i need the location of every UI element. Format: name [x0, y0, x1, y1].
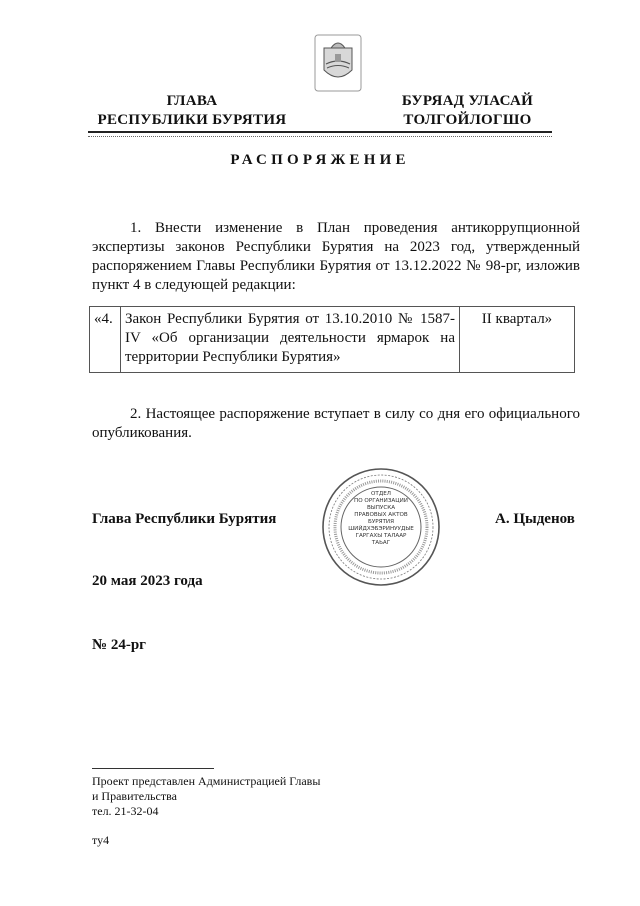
footer-line1: Проект представлен Администрацией Главы [92, 774, 321, 788]
footer-code: ту4 [92, 833, 110, 847]
coat-of-arms-icon [314, 34, 362, 92]
table-cell-quarter: II квартал» [460, 307, 575, 373]
header-divider [88, 131, 552, 133]
stamp-line: ГАРГАХЫ ТАЛААР [355, 533, 407, 539]
paragraph-2: 2. Настоящее распоряжение вступает в силу со дня его официального опубликования. [92, 406, 580, 441]
signatory-position: Глава Республики Бурятия [92, 511, 277, 527]
document-date: 20 мая 2023 года [92, 573, 203, 589]
table-row [90, 307, 575, 373]
official-stamp-icon [320, 466, 442, 588]
header-left-line1: ГЛАВА [166, 93, 218, 109]
stamp-line: ПО ОРГАНИЗАЦИИ [354, 498, 408, 504]
stamp-line: ПРАВОВЫХ АКТОВ [354, 512, 408, 518]
footer-line3: тел. 21-32-04 [92, 804, 159, 818]
amendment-table [89, 306, 575, 373]
header-divider-dotted [88, 136, 552, 137]
footer-divider [92, 768, 214, 769]
document-title: РАСПОРЯЖЕНИЕ [230, 152, 410, 168]
document-number: № 24-рг [92, 637, 146, 653]
footer-line2: и Правительства [92, 789, 177, 803]
stamp-line: БУРЯТИЯ [368, 519, 394, 525]
footer-note [92, 774, 320, 819]
stamp-line: ОТДЕЛ [371, 491, 391, 497]
header-left-line2: РЕСПУБЛИКИ БУРЯТИЯ [97, 112, 287, 128]
header-right-line2: ТОЛГОЙЛОГШО [403, 112, 532, 128]
header-left [92, 92, 292, 130]
stamp-line: ТАЬАГ [371, 540, 391, 546]
table-cell-number: «4. [90, 307, 121, 373]
table-cell-law: Закон Республики Бурятия от 13.10.2010 № 1587-IV «Об организации деятельности ярмарок на территории Республики Бурятия» [121, 307, 460, 373]
stamp-line: ШИЙДХЭБЭРИНУУДЫЕ [348, 526, 414, 532]
stamp-line: ВЫПУСКА [366, 505, 396, 511]
paragraph-1: 1. Внести изменение в План проведения антикоррупционной экспертизы законов Республики Бурятия на 2023 год, утвержденный распоряжением Главы Республики Бурятия от 13.12.2022 № 98-рг, изложив пункт 4 в следующей редакции: [92, 220, 580, 293]
signatory-name: А. Цыденов [495, 511, 575, 527]
header-right-line1: БУРЯАД УЛАСАЙ [401, 93, 534, 109]
header-right [395, 92, 540, 130]
